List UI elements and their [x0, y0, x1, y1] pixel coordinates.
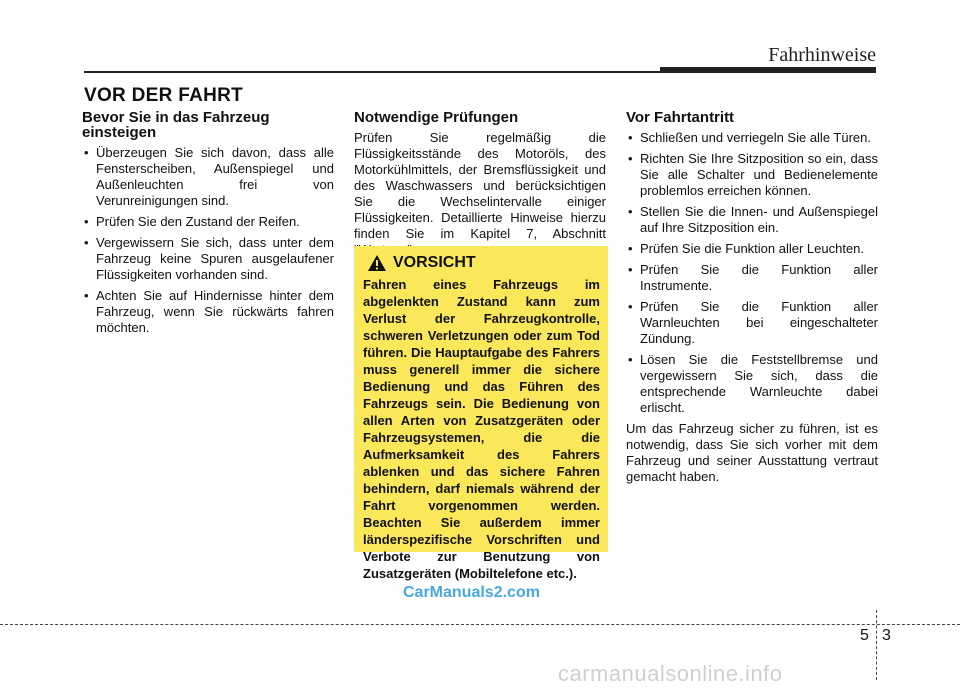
- watermark-link[interactable]: CarManuals2.com: [403, 584, 540, 601]
- chapter-number: 5: [860, 627, 869, 644]
- list-item: • Prüfen Sie die Funktion aller Warnleuchten bei eingeschalteter Zündung.: [626, 299, 878, 347]
- list-item: • Stellen Sie die Innen- und Außenspiegel auf Ihre Sitzposition ein.: [626, 204, 878, 236]
- warning-header: [367, 254, 600, 272]
- list-item: • Schließen und verriegeln Sie alle Türen.: [626, 130, 878, 146]
- col3-heading: Vor Fahrtantritt: [626, 109, 735, 126]
- column-before-driving: [626, 110, 878, 485]
- list-item: • Vergewissern Sie sich, dass unter dem Fahrzeug keine Spuren ausgelaufener Flüssigkeiten vorhanden sind.: [82, 235, 334, 283]
- section-title: VOR DER FAHRT: [84, 85, 244, 106]
- warning-title: VORSICHT: [393, 254, 476, 271]
- col1-list: [82, 145, 334, 336]
- header-rule-thick: [660, 67, 876, 73]
- list-item: • Prüfen Sie den Zustand der Reifen.: [82, 214, 334, 230]
- warning-triangle-icon: [367, 254, 387, 272]
- warning-text: Fahren eines Fahrzeugs im abgelenkten Zustand kann zum Verlust der Fahrzeugkontrolle, schweren Verletzungen oder zum Tod führen. Die Hauptaufgabe des Fahrers muss generell immer die sichere Bedienung und das Führen des Fahrzeugs sein. Die Bedienung von allen Arten von Zusatzgeräten oder Fahrzeugsystemen, die die Aufmerksamkeit des Fahrers ablenken und das sichere Fahren behindern, darf niemals während der Fahrt vorgenommen werden. Beachten Sie außerdem immer länderspezifische Vorschriften und Verbote zur Benutzung von Zusatzgeräten (Mobiltelefone etc.).: [363, 277, 600, 581]
- list-item: • Prüfen Sie die Funktion aller Instrumente.: [626, 262, 878, 294]
- warning-box: [354, 246, 608, 581]
- col3-list: [626, 130, 878, 416]
- list-item: • Achten Sie auf Hindernisse hinter dem Fahrzeug, wenn Sie rückwärts fahren möchten.: [82, 288, 334, 336]
- footer-rule: [0, 624, 960, 625]
- list-item: • Lösen Sie die Feststellbremse und vergewissern Sie sich, dass die entsprechende Warnleuchte dabei erlischt.: [626, 352, 878, 416]
- col1-heading: Bevor Sie in das Fahrzeug einsteigen: [82, 109, 270, 141]
- list-item: • Überzeugen Sie sich davon, dass alle Fensterscheiben, Außenspiegel und Außenleuchten frei von Verunreinigungen sind.: [82, 145, 334, 209]
- col2-text: Prüfen Sie regelmäßig die Flüssigkeitsstände des Motoröls, des Motorkühlmittels, der Bremsflüssigkeit und des Waschwassers und berücksichtigen Sie die Wechselintervalle einiger Flüssigkeiten. Detaillierte Hinweise hierzu finden Sie im Kapitel 7, Abschnitt: [354, 130, 606, 241]
- page-number-separator: [876, 610, 877, 680]
- col3-text: Um das Fahrzeug sicher zu führen, ist es notwendig, dass Sie sich vorher mit dem Fahrzeug und seiner Ausstattung vertraut gemacht haben.: [626, 421, 878, 484]
- column-before-entering: [82, 110, 334, 341]
- header-rule-thin: [84, 71, 660, 73]
- column-necessary-checks: [354, 110, 606, 258]
- header-title: Fahrhinweise: [768, 44, 876, 66]
- bottom-watermark: carmanualsonline.info: [558, 661, 783, 686]
- col2-heading: Notwendige Prüfungen: [354, 109, 519, 126]
- list-item: • Prüfen Sie die Funktion aller Leuchten.: [626, 241, 878, 257]
- page-number: 3: [882, 627, 891, 644]
- list-item: • Richten Sie Ihre Sitzposition so ein, dass Sie alle Schalter und Bedienelemente problemlos erreichen können.: [626, 151, 878, 199]
